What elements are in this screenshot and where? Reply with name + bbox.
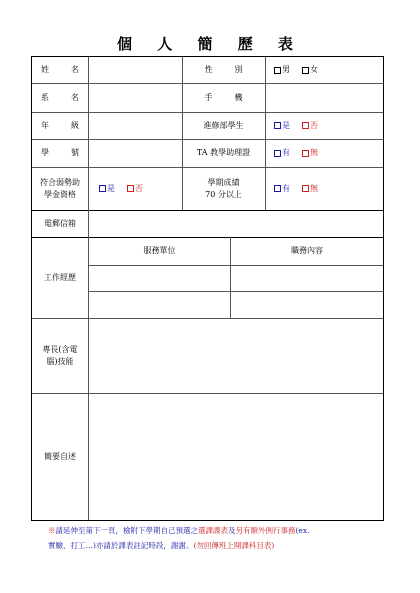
footer-note-line2: [48, 538, 378, 553]
name-input[interactable]: [89, 57, 181, 83]
page-title: 個 人 簡 歷 表: [117, 35, 303, 53]
label-phone: 手 機: [204, 92, 250, 102]
checkbox-icon: [274, 122, 281, 129]
gender-options: [266, 57, 383, 83]
aid-no-option[interactable]: [127, 183, 143, 195]
email-input[interactable]: [89, 212, 383, 237]
footer-note-line1: [48, 523, 378, 538]
year-input[interactable]: [89, 113, 181, 139]
ta-have-option[interactable]: [274, 147, 290, 159]
checkbox-icon: [274, 67, 281, 74]
checkbox-icon: [302, 150, 309, 157]
checkbox-icon: [274, 150, 281, 157]
header-service-unit: 服務單位: [143, 246, 176, 255]
label-email: 電郵信箱: [44, 218, 76, 228]
gender-female-option[interactable]: [302, 64, 318, 76]
note-text: 亦請於課表註記時段，謝謝。: [95, 541, 194, 550]
have-label: 有: [282, 183, 290, 193]
grade-options: [266, 167, 383, 210]
checkbox-icon: [302, 122, 309, 129]
label-grade: [182, 167, 265, 210]
label-year: 年 級: [41, 120, 86, 130]
label-self-intro: 簡要自述: [44, 451, 76, 461]
gender-male-option[interactable]: [274, 64, 290, 76]
experience-unit-input[interactable]: [89, 266, 230, 291]
label-gender: 性 別: [204, 65, 250, 74]
label-ta-certificate: TA 教學助理證: [196, 148, 251, 157]
gender-female-label: 女: [310, 65, 318, 74]
footer-note: [48, 523, 378, 553]
label-student-id: 學 號: [41, 148, 86, 157]
note-highlight: 另有額外例行事務: [235, 526, 296, 535]
experience-unit-input[interactable]: [89, 292, 230, 318]
note-highlight: (勿回傳班上開課科目表): [193, 541, 275, 550]
department-input[interactable]: [89, 84, 181, 112]
checkbox-icon: [127, 185, 134, 192]
grade-none-option[interactable]: [302, 183, 318, 195]
skills-input[interactable]: [89, 319, 383, 393]
checkbox-icon: [302, 185, 309, 192]
label-name: 姓 名: [41, 65, 86, 74]
student-id-input[interactable]: [89, 140, 181, 167]
experience-content-input[interactable]: [231, 266, 383, 291]
no-label: 否: [135, 183, 143, 193]
self-intro-input[interactable]: [89, 394, 383, 520]
note-text: 及: [228, 526, 236, 535]
advanced-student-options: [266, 112, 383, 139]
have-label: 有: [282, 148, 290, 157]
yes-label: 是: [107, 183, 115, 193]
checkbox-icon: [302, 67, 309, 74]
advanced-no-option[interactable]: [302, 120, 318, 132]
financial-aid-options: [89, 167, 182, 210]
note-text: 實驗、打工…): [48, 541, 96, 550]
aid-yes-option[interactable]: [99, 183, 115, 195]
label-advanced-student: 進修部學生: [203, 120, 244, 130]
none-label: 無: [310, 183, 318, 193]
label-financial-aid: 符合弱勢助學金資格: [40, 177, 80, 199]
none-label: 無: [310, 148, 318, 157]
experience-content-input[interactable]: [231, 292, 383, 318]
note-text: (ex.: [295, 526, 310, 535]
gender-male-label: 男: [282, 65, 290, 74]
label-skills: 專長(含電腦)技能: [42, 344, 78, 366]
advanced-yes-option[interactable]: [274, 120, 290, 132]
note-highlight: 選課課表: [198, 526, 228, 535]
ta-none-option[interactable]: [302, 147, 318, 159]
phone-input[interactable]: [266, 84, 383, 112]
label-work-experience: 工作經歷: [44, 272, 76, 282]
yes-label: 是: [282, 120, 290, 130]
note-text: 請延伸至第下一頁，檢附下學期自己預選之: [55, 526, 198, 535]
resume-form: [31, 56, 384, 521]
header-job-content: 職務內容: [291, 246, 323, 255]
label-department: 系 名: [41, 92, 86, 102]
checkbox-icon: [99, 185, 106, 192]
grade-label-line2: 70 分以上: [205, 189, 242, 199]
ta-certificate-options: [266, 139, 383, 167]
note-symbol: ※: [48, 526, 56, 535]
grade-have-option[interactable]: [274, 183, 290, 195]
checkbox-icon: [274, 185, 281, 192]
no-label: 否: [310, 120, 318, 130]
grade-label-line1: 學期成績: [207, 177, 240, 187]
